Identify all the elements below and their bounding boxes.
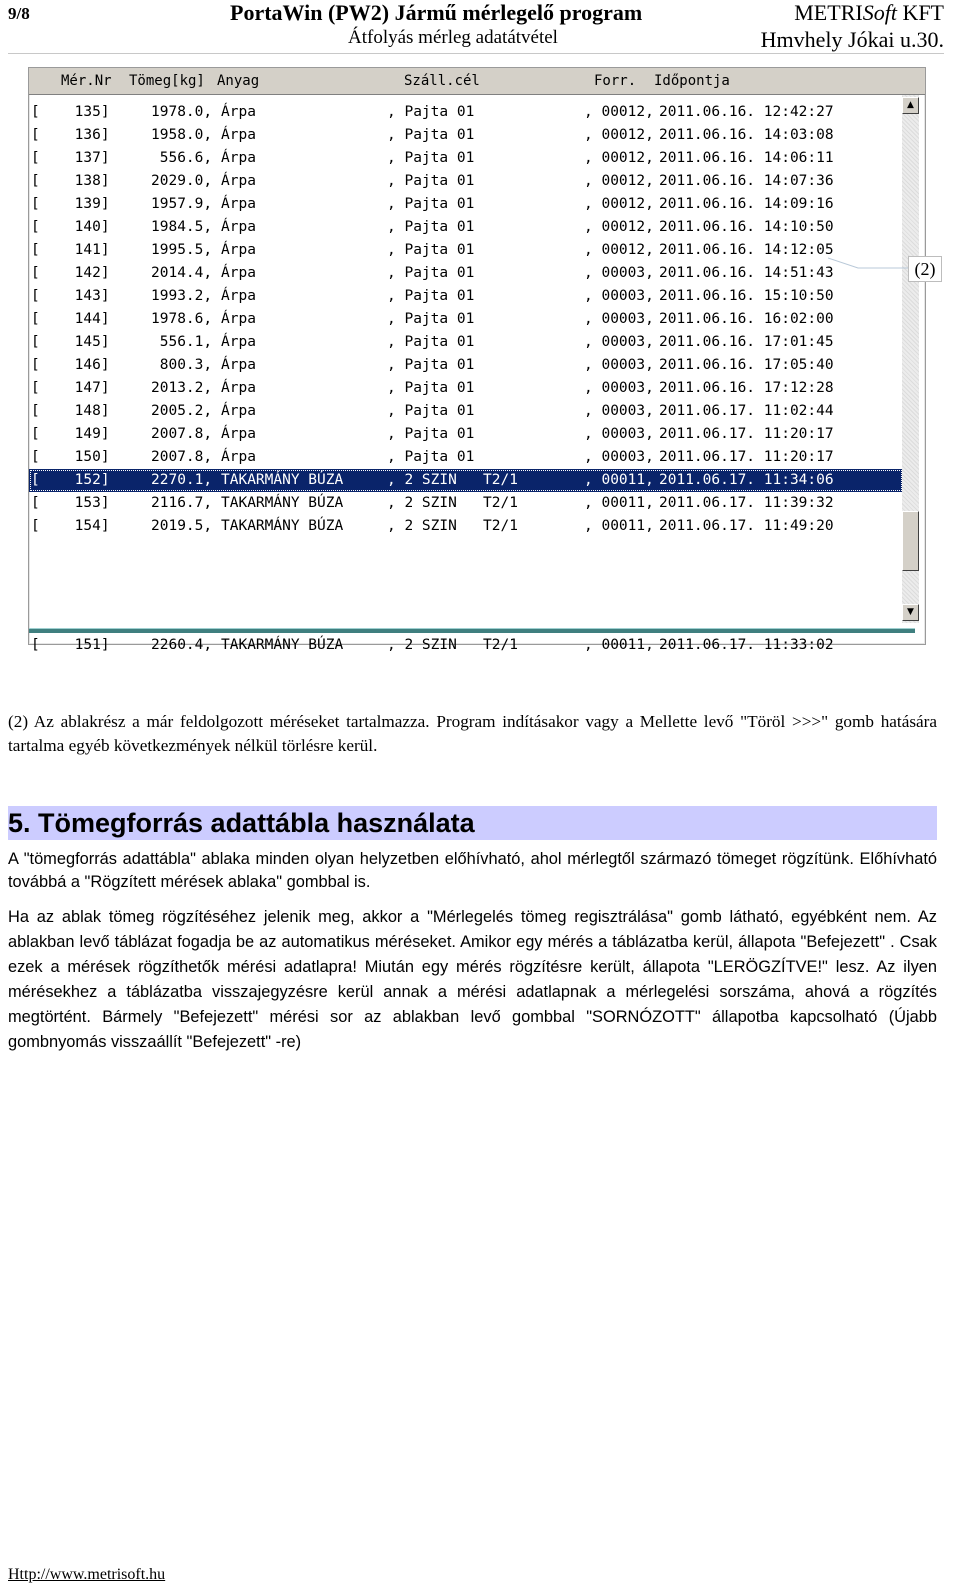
cell-time: 2011.06.17. 11:49:20 [659, 518, 834, 534]
cell-time: 2011.06.16. 15:10:50 [659, 288, 834, 304]
cell-time: 2011.06.17. 11:33:02 [659, 637, 834, 653]
cell-dest: , Pajta 01 [387, 219, 475, 235]
cell-nr: [ 146] [31, 357, 110, 373]
cell-src: , 00003, [584, 357, 654, 373]
column-header-bar [29, 68, 925, 95]
cell-src: , 00003, [584, 380, 654, 396]
cell-mass: 1978.0, [151, 104, 213, 120]
cell-nr: [ 145] [31, 334, 110, 350]
callout-leader-line [828, 256, 908, 270]
table-row[interactable] [29, 400, 903, 423]
cell-nr: [ 141] [31, 242, 110, 258]
cell-nr: [ 139] [31, 196, 110, 212]
cell-src: , 00011, [584, 495, 654, 511]
cell-mass: 2007.8, [151, 449, 213, 465]
cell-dest: , Pajta 01 [387, 265, 475, 281]
cell-material: Árpa [221, 403, 256, 419]
cell-src: , 00012, [584, 219, 654, 235]
cell-time: 2011.06.17. 11:20:17 [659, 426, 834, 442]
cell-material: Árpa [221, 104, 256, 120]
cell-time: 2011.06.17. 11:39:32 [659, 495, 834, 511]
cell-mass: 2260.4, [151, 637, 213, 653]
cell-dest: , Pajta 01 [387, 403, 475, 419]
table-row[interactable] [29, 515, 903, 538]
cell-time: 2011.06.16. 16:02:00 [659, 311, 834, 327]
cell-time: 2011.06.17. 11:02:44 [659, 403, 834, 419]
company-name [794, 0, 944, 26]
table-row[interactable] [29, 423, 903, 446]
measurement-list-window [28, 67, 926, 653]
cell-nr: [ 142] [31, 265, 110, 281]
cell-material: TAKARMÁNY BÚZA [221, 518, 344, 534]
cell-nr: [ 135] [31, 104, 110, 120]
cell-mass: 2013.2, [151, 380, 213, 396]
cell-src: , 00012, [584, 127, 654, 143]
cell-src: , 00003, [584, 311, 654, 327]
cell-time: 2011.06.16. 17:05:40 [659, 357, 834, 373]
cell-mass: 1993.2, [151, 288, 213, 304]
table-row[interactable] [29, 216, 903, 239]
cell-time: 2011.06.16. 14:07:36 [659, 173, 834, 189]
note-paragraph: (2) Az ablakrész a már feldolgozott méréseket tartalmazza. Program indításakor vagy a Mellette levő "Töröl >>>" gomb hatására tartalma egyéb következmények nélkül törlésre kerül. [8, 712, 937, 755]
cell-nr: [ 148] [31, 403, 110, 419]
cell-time: 2011.06.16. 14:06:11 [659, 150, 834, 166]
cell-src: , 00003, [584, 426, 654, 442]
app-title: PortaWin (PW2) Jármű mérlegelő program [230, 0, 643, 25]
cell-time: 2011.06.16. 14:12:05 [659, 242, 834, 258]
cell-src: , 00003, [584, 265, 654, 281]
processed-measurements-list[interactable] [29, 634, 903, 680]
page-subheader [8, 27, 944, 51]
table-row[interactable] [29, 354, 903, 377]
company-italic: Soft [862, 0, 897, 25]
cell-src: , 00012, [584, 150, 654, 166]
cell-dest: , Pajta 01 [387, 127, 475, 143]
cell-nr: [ 143] [31, 288, 110, 304]
cell-time: 2011.06.16. 12:42:27 [659, 104, 834, 120]
col-header-nr[interactable]: Mér.Nr [61, 73, 112, 89]
cell-dest: , 2 SZIN T2/1 [387, 637, 518, 653]
cell-time: 2011.06.16. 17:12:28 [659, 380, 834, 396]
cell-mass: 2116.7, [151, 495, 213, 511]
company-suffix: KFT [896, 0, 944, 25]
cell-mass: 2007.8, [151, 426, 213, 442]
cell-dest: , Pajta 01 [387, 311, 475, 327]
cell-nr: [ 151] [31, 637, 110, 653]
company-address: Hmvhely Jókai u.30. [760, 27, 944, 52]
cell-mass: 1957.9, [151, 196, 213, 212]
table-row[interactable] [29, 331, 903, 354]
table-row[interactable] [29, 101, 903, 124]
cell-dest: , Pajta 01 [387, 196, 475, 212]
cell-mass: 1978.6, [151, 311, 213, 327]
cell-material: TAKARMÁNY BÚZA [221, 495, 344, 511]
table-row[interactable] [29, 492, 903, 515]
table-row[interactable] [29, 634, 903, 657]
cell-nr: [ 140] [31, 219, 110, 235]
cell-material: Árpa [221, 265, 256, 281]
cell-nr: [ 150] [31, 449, 110, 465]
company-prefix: METRI [794, 0, 863, 25]
table-row[interactable] [29, 285, 903, 308]
col-header-mass[interactable]: Tömeg[kg] [129, 73, 205, 89]
table-row[interactable] [29, 124, 903, 147]
cell-dest: , Pajta 01 [387, 104, 475, 120]
table-row[interactable] [29, 170, 903, 193]
cell-material: Árpa [221, 426, 256, 442]
cell-src: , 00011, [584, 472, 654, 488]
cell-nr: [ 153] [31, 495, 110, 511]
cell-material: Árpa [221, 196, 256, 212]
cell-nr: [ 147] [31, 380, 110, 396]
cell-mass: 2014.4, [151, 265, 213, 281]
scroll-down-icon[interactable]: ▼ [902, 604, 919, 621]
col-header-source[interactable]: Forr. [594, 73, 637, 89]
cell-nr: [ 149] [31, 426, 110, 442]
cell-nr: [ 138] [31, 173, 110, 189]
cell-dest: , Pajta 01 [387, 334, 475, 350]
cell-src: , 00003, [584, 403, 654, 419]
cell-src: , 00003, [584, 288, 654, 304]
table-row[interactable] [29, 239, 903, 262]
cell-dest: , 2 SZIN T2/1 [387, 518, 518, 534]
col-header-material[interactable]: Anyag [217, 73, 260, 89]
cell-material: Árpa [221, 380, 256, 396]
cell-dest: , Pajta 01 [387, 357, 475, 373]
cell-nr: [ 144] [31, 311, 110, 327]
cell-material: Árpa [221, 311, 256, 327]
cell-material: Árpa [221, 242, 256, 258]
page-subtitle: Átfolyás mérleg adatátvétel [348, 27, 558, 48]
cell-mass: 2005.2, [151, 403, 213, 419]
cell-mass: 2019.5, [151, 518, 213, 534]
cell-material: Árpa [221, 219, 256, 235]
cell-material: Árpa [221, 173, 256, 189]
table-row[interactable] [29, 446, 903, 469]
cell-nr: [ 137] [31, 150, 110, 166]
table-row[interactable] [29, 469, 903, 492]
scroll-thumb[interactable] [902, 511, 919, 571]
cell-time: 2011.06.17. 11:20:17 [659, 449, 834, 465]
table-row[interactable] [29, 193, 903, 216]
cell-time: 2011.06.16. 17:01:45 [659, 334, 834, 350]
table-row[interactable] [29, 147, 903, 170]
cell-src: , 00011, [584, 637, 654, 653]
table-row[interactable] [29, 377, 903, 400]
cell-material: Árpa [221, 449, 256, 465]
col-header-time[interactable]: Időpontja [654, 73, 730, 89]
cell-src: , 00003, [584, 449, 654, 465]
cell-mass: 1958.0, [151, 127, 213, 143]
cell-nr: [ 136] [31, 127, 110, 143]
cell-mass: 1995.5, [151, 242, 213, 258]
cell-nr: [ 154] [31, 518, 110, 534]
cell-src: , 00012, [584, 196, 654, 212]
footer-link[interactable]: Http://www.metrisoft.hu [8, 1566, 166, 1583]
vertical-scrollbar[interactable] [902, 95, 919, 623]
pane-splitter[interactable] [29, 628, 915, 633]
cell-mass: 800.3, [151, 357, 213, 373]
cell-dest: , 2 SZIN T2/1 [387, 495, 518, 511]
cell-time: 2011.06.16. 14:03:08 [659, 127, 834, 143]
cell-dest: , Pajta 01 [387, 380, 475, 396]
cell-mass: 1984.5, [151, 219, 213, 235]
cell-mass: 2029.0, [151, 173, 213, 189]
cell-src: , 00003, [584, 334, 654, 350]
cell-dest: , Pajta 01 [387, 173, 475, 189]
cell-material: TAKARMÁNY BÚZA [221, 637, 344, 653]
section-paragraph-2: Ha az ablak tömeg rögzítéséhez jelenik meg, akkor a "Mérlegelés tömeg regisztrálása" gomb látható, egyébként nem. Az ablakban levő táblázat fogadja be az automatikus méréseket. Amikor egy mérés a táblázatba kerül, állapota "Befejezett" . Csak ezek a mérések rögzíthetők mérési adatlapra! Miután egy mérés rögzítésre került, állapota "LERÖGZÍTVE!" lesz. Az ilyen mérésekhez a táblázatba visszajegyzésre kerül annak a mérési adatlapnak a mérlegelési sorszáma, ahová a rögzítés megtörtént. Bármely "Befejezett" mérési sor az ablakban levő gombbal "SORNÓZOTT" állapotba kapcsolható (Újabb gombnyomás visszaállít "Befejezett" -re) [8, 908, 937, 1051]
cell-src: , 00012, [584, 242, 654, 258]
page-header [8, 0, 944, 26]
scroll-up-icon[interactable]: ▲ [902, 97, 919, 114]
page-number: 9/8 [8, 4, 30, 23]
cell-dest: , 2 SZIN T2/1 [387, 472, 518, 488]
callout-label: (2) [908, 256, 942, 282]
header-divider [8, 53, 944, 54]
cell-time: 2011.06.16. 14:10:50 [659, 219, 834, 235]
table-row[interactable] [29, 262, 903, 285]
cell-src: , 00011, [584, 518, 654, 534]
cell-material: TAKARMÁNY BÚZA [221, 472, 344, 488]
table-row[interactable] [29, 308, 903, 331]
cell-dest: , Pajta 01 [387, 449, 475, 465]
cell-material: Árpa [221, 127, 256, 143]
cell-dest: , Pajta 01 [387, 426, 475, 442]
section-heading: 5. Tömegforrás adattábla használata [8, 806, 937, 840]
cell-time: 2011.06.16. 14:51:43 [659, 265, 834, 281]
cell-dest: , Pajta 01 [387, 150, 475, 166]
cell-src: , 00012, [584, 104, 654, 120]
cell-dest: , Pajta 01 [387, 242, 475, 258]
pending-measurements-list[interactable] [29, 95, 903, 623]
cell-mass: 556.6, [151, 150, 213, 166]
cell-mass: 556.1, [151, 334, 213, 350]
cell-dest: , Pajta 01 [387, 288, 475, 304]
cell-time: 2011.06.16. 14:09:16 [659, 196, 834, 212]
cell-material: Árpa [221, 150, 256, 166]
cell-time: 2011.06.17. 11:34:06 [659, 472, 834, 488]
cell-nr: [ 152] [31, 472, 110, 488]
cell-material: Árpa [221, 357, 256, 373]
cell-mass: 2270.1, [151, 472, 213, 488]
col-header-destination[interactable]: Száll.cél [404, 73, 480, 89]
cell-material: Árpa [221, 288, 256, 304]
section-paragraph-1: A "tömegforrás adattábla" ablaka minden olyan helyzetben előhívható, ahol mérlegtől származó tömeget rögzítünk. Előhívható továbbá a "Rögzített mérések ablaka" gombbal is. [8, 850, 937, 891]
cell-src: , 00012, [584, 173, 654, 189]
cell-material: Árpa [221, 334, 256, 350]
